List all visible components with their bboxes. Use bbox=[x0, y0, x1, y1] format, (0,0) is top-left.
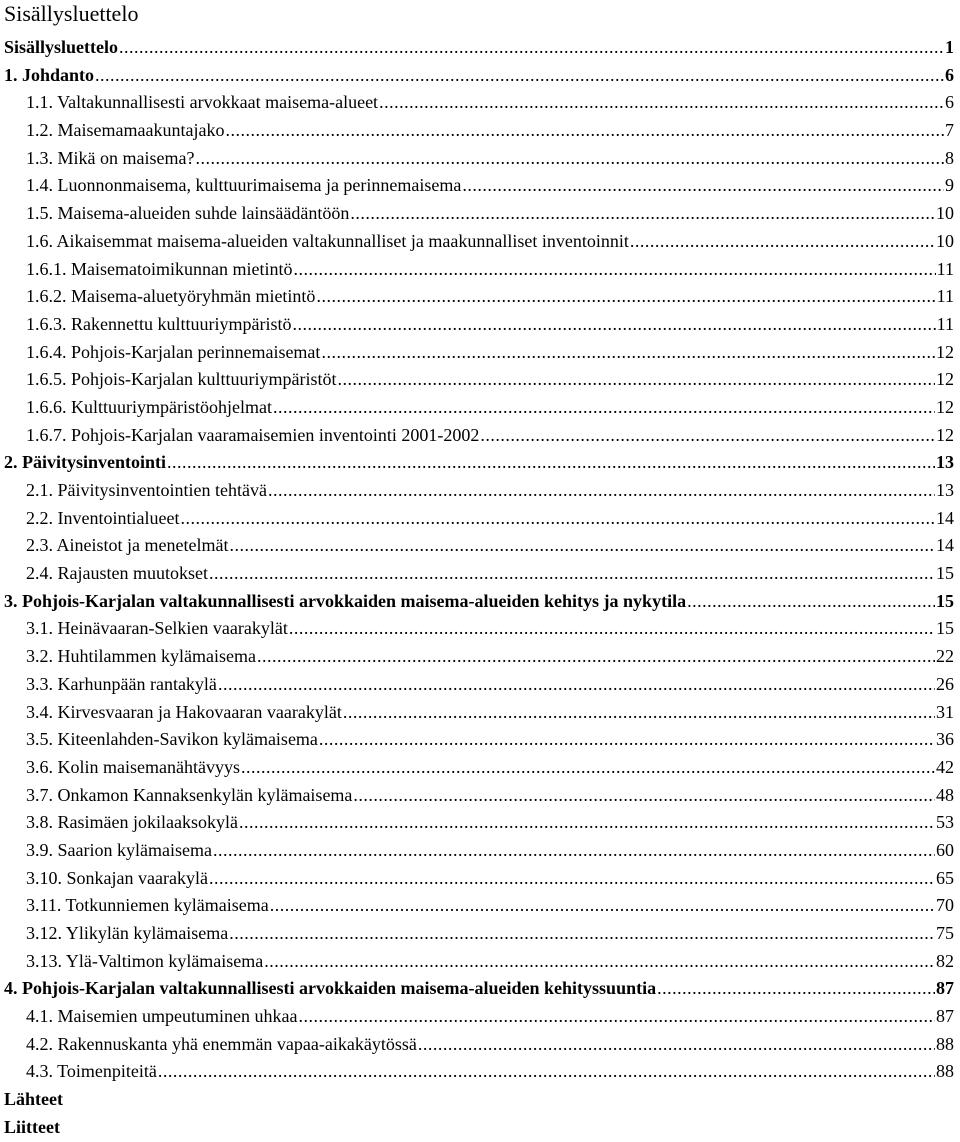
toc-entry-line bbox=[4, 588, 954, 616]
toc-entry-title: 3.2. Huhtilammen kylämaisema bbox=[26, 646, 256, 667]
toc-section-entry[interactable] bbox=[0, 283, 960, 311]
toc-entry-line bbox=[26, 948, 954, 976]
toc-entry-line bbox=[26, 366, 954, 394]
dot-leader bbox=[257, 643, 935, 671]
toc-page-number: 12 bbox=[936, 396, 954, 417]
toc-entry-line bbox=[4, 975, 954, 1003]
toc-entry-line bbox=[26, 200, 954, 228]
toc-page-number: 22 bbox=[936, 646, 954, 667]
toc-entry-title: 1.6.7. Pohjois-Karjalan vaaramaisemien inventointi 2001-2002 bbox=[26, 424, 480, 445]
toc-entry-line bbox=[26, 726, 954, 754]
dot-leader bbox=[218, 671, 935, 699]
toc-page-number: 82 bbox=[936, 950, 954, 971]
toc-entry-title: 1.6.1. Maisematoimikunnan mietintö bbox=[26, 258, 293, 279]
toc-entry-line bbox=[4, 62, 954, 90]
toc-section-entry[interactable] bbox=[0, 145, 960, 173]
toc-chapter-entry[interactable] bbox=[0, 588, 960, 616]
toc-page-number: 88 bbox=[936, 1061, 954, 1082]
toc-page-number: 87 bbox=[936, 978, 954, 999]
toc-entry-line bbox=[26, 865, 954, 893]
toc-page-number: 60 bbox=[936, 839, 954, 860]
toc-page-number: 65 bbox=[936, 867, 954, 888]
dot-leader bbox=[229, 920, 935, 948]
dot-leader bbox=[119, 34, 944, 62]
toc-entry-line bbox=[26, 256, 954, 284]
toc-page-number: 13 bbox=[936, 452, 954, 473]
toc-entry-title: 2.3. Aineistot ja menetelmät bbox=[26, 535, 229, 556]
toc-section-entry[interactable] bbox=[0, 948, 960, 976]
toc-section-entry[interactable] bbox=[0, 892, 960, 920]
toc-section-entry[interactable] bbox=[0, 809, 960, 837]
toc-entry-line bbox=[26, 782, 954, 810]
dot-leader bbox=[239, 809, 935, 837]
toc-chapter-entry[interactable] bbox=[0, 449, 960, 477]
toc-entry-title: 3.9. Saarion kylämaisema bbox=[26, 839, 212, 860]
toc-page-number: 8 bbox=[945, 147, 954, 168]
dot-leader bbox=[241, 754, 935, 782]
dot-leader bbox=[209, 560, 935, 588]
toc-entry-line bbox=[26, 809, 954, 837]
toc-page-number: 70 bbox=[936, 895, 954, 916]
toc-entry-title: 1.6.4. Pohjois-Karjalan perinnemaisemat bbox=[26, 341, 321, 362]
toc-section-entry[interactable] bbox=[0, 172, 960, 200]
toc-section-entry[interactable] bbox=[0, 1031, 960, 1059]
toc-entry-title: 3.7. Onkamon Kannaksenkylän kylämaisema bbox=[26, 784, 353, 805]
dot-leader bbox=[687, 588, 935, 616]
toc-entry-line bbox=[26, 422, 954, 450]
toc-appendix-title: Liitteet bbox=[4, 1116, 60, 1137]
dot-leader bbox=[379, 89, 944, 117]
toc-page-number: 11 bbox=[936, 313, 954, 334]
toc-entry-title: 3.6. Kolin maisemanähtävyys bbox=[26, 756, 240, 777]
toc-section-entry[interactable] bbox=[0, 726, 960, 754]
toc-page-number: 42 bbox=[936, 756, 954, 777]
toc-entry-title: 4.3. Toimenpiteitä bbox=[26, 1061, 157, 1082]
toc-entry-title: 3.10. Sonkajan vaarakylä bbox=[26, 867, 208, 888]
toc-section-entry[interactable] bbox=[0, 394, 960, 422]
toc-page-number: 26 bbox=[936, 673, 954, 694]
dot-leader bbox=[158, 1058, 935, 1086]
dot-leader bbox=[273, 394, 935, 422]
dot-leader bbox=[293, 256, 935, 284]
toc-entry-title: 2.4. Rajausten muutokset bbox=[26, 563, 208, 584]
toc-section-entry[interactable] bbox=[0, 560, 960, 588]
dot-leader bbox=[213, 837, 935, 865]
toc-entry-title: Sisällysluettelo bbox=[4, 37, 119, 57]
toc-entry-title: 4.2. Rakennuskanta yhä enemmän vapaa-aikakäytössä bbox=[26, 1033, 417, 1054]
toc-entry-title: 4. Pohjois-Karjalan valtakunnallisesti arvokkaiden maisema-alueiden kehityssuuntia bbox=[4, 978, 657, 999]
toc-page-number: 14 bbox=[936, 535, 954, 556]
toc-entry-line bbox=[26, 892, 954, 920]
toc-entry-line bbox=[26, 1058, 954, 1086]
toc-entry-title: 1.6.3. Rakennettu kulttuuriympäristö bbox=[26, 313, 292, 334]
toc-entry-line bbox=[26, 228, 954, 256]
toc-page-number: 12 bbox=[936, 341, 954, 362]
dot-leader bbox=[418, 1031, 935, 1059]
toc-section-entry[interactable] bbox=[0, 782, 960, 810]
toc-page-number: 9 bbox=[945, 175, 954, 196]
toc-section-entry[interactable] bbox=[0, 671, 960, 699]
toc-entry-title: 1. Johdanto bbox=[4, 64, 95, 85]
toc-section-entry[interactable] bbox=[0, 837, 960, 865]
toc-section-entry[interactable] bbox=[0, 228, 960, 256]
dot-leader bbox=[292, 311, 935, 339]
toc-section-entry[interactable] bbox=[0, 311, 960, 339]
toc-page-number: 87 bbox=[936, 1006, 954, 1027]
toc-chapter-entry[interactable] bbox=[0, 975, 960, 1003]
toc-entry-title: 1.6.2. Maisema-aluetyöryhmän mietintö bbox=[26, 286, 316, 307]
toc-section-entry[interactable] bbox=[0, 200, 960, 228]
toc-entry-line bbox=[26, 394, 954, 422]
dot-leader bbox=[343, 699, 935, 727]
dot-leader bbox=[209, 865, 935, 893]
toc-entry-line bbox=[26, 754, 954, 782]
toc-entry-title: 3.3. Karhunpään rantakylä bbox=[26, 673, 217, 694]
dot-leader bbox=[630, 228, 935, 256]
toc-page-number: 10 bbox=[936, 203, 954, 224]
toc-entry-line bbox=[4, 449, 954, 477]
toc-entry-title: 1.3. Mikä on maisema? bbox=[26, 147, 195, 168]
toc-entry-title: 2.2. Inventointialueet bbox=[26, 507, 180, 528]
toc-entry-line bbox=[26, 339, 954, 367]
toc-page-number: 10 bbox=[936, 230, 954, 251]
toc-entry-line bbox=[26, 477, 954, 505]
toc-chapter-entry[interactable] bbox=[0, 62, 960, 90]
toc-page-number: 13 bbox=[936, 480, 954, 500]
toc-entry-title: 1.2. Maisemamaakuntajako bbox=[26, 120, 225, 141]
toc-entry-title: 1.4. Luonnonmaisema, kulttuurimaisema ja perinnemaisema bbox=[26, 175, 462, 196]
dot-leader bbox=[316, 283, 935, 311]
toc-entry-title: 2. Päivitysinventointi bbox=[4, 452, 167, 473]
dot-leader bbox=[480, 422, 935, 450]
dot-leader bbox=[298, 1003, 935, 1031]
toc-page-number: 7 bbox=[945, 120, 954, 141]
dot-leader bbox=[657, 975, 935, 1003]
toc-section-entry[interactable] bbox=[0, 1003, 960, 1031]
toc-section-entry[interactable] bbox=[0, 1058, 960, 1086]
toc-entry-line bbox=[26, 117, 954, 145]
dot-leader bbox=[270, 892, 935, 920]
toc-section-entry[interactable] bbox=[0, 366, 960, 394]
toc-entry-line bbox=[26, 311, 954, 339]
toc-chapter-entry[interactable] bbox=[0, 34, 960, 62]
page-title: Sisällysluettelo bbox=[4, 1, 139, 26]
toc-entry-line bbox=[26, 1003, 954, 1031]
toc-section-entry[interactable] bbox=[0, 920, 960, 948]
toc-entry-title: 1.6.6. Kulttuuriympäristöohjelmat bbox=[26, 396, 272, 417]
dot-leader bbox=[180, 505, 935, 533]
toc-entry-line bbox=[26, 532, 954, 560]
toc-entry-line bbox=[26, 1031, 954, 1059]
toc-section-entry[interactable] bbox=[0, 699, 960, 727]
toc-entry-line bbox=[26, 560, 954, 588]
toc-section-entry[interactable] bbox=[0, 256, 960, 284]
toc-section-entry[interactable] bbox=[0, 505, 960, 533]
toc-entry-title: 1.5. Maisema-alueiden suhde lainsäädäntöön bbox=[26, 203, 350, 224]
toc-entry-title: 3.11. Totkunniemen kylämaisema bbox=[26, 895, 269, 916]
toc-page-number: 1 bbox=[945, 37, 954, 57]
toc-entry-line bbox=[26, 699, 954, 727]
toc-entry-line bbox=[26, 643, 954, 671]
toc-page-number: 53 bbox=[936, 812, 954, 833]
toc-page-number: 11 bbox=[936, 286, 954, 307]
dot-leader bbox=[321, 339, 935, 367]
dot-leader bbox=[350, 200, 935, 228]
toc-page-number: 15 bbox=[936, 618, 954, 639]
toc-entry-line bbox=[26, 615, 954, 643]
toc-entry-line bbox=[26, 89, 954, 117]
toc-entry-line bbox=[26, 671, 954, 699]
toc-entry-title: 3.4. Kirvesvaaran ja Hakovaaran vaarakylät bbox=[26, 701, 342, 722]
dot-leader bbox=[195, 145, 944, 173]
dot-leader bbox=[95, 62, 944, 90]
toc-entry-line bbox=[26, 837, 954, 865]
toc-entry-title: 3.1. Heinävaaran-Selkien vaarakylät bbox=[26, 618, 288, 639]
toc-entry-line bbox=[4, 34, 954, 62]
dot-leader bbox=[289, 615, 935, 643]
toc-appendix-entry[interactable] bbox=[0, 1086, 960, 1114]
toc-page-number: 12 bbox=[936, 424, 954, 445]
toc-entry-title: 1.6.5. Pohjois-Karjalan kulttuuriympäristöt bbox=[26, 369, 337, 390]
toc-entry-title: 3.8. Rasimäen jokilaaksokylä bbox=[26, 812, 238, 833]
dot-leader bbox=[225, 117, 944, 145]
toc-entry-line bbox=[26, 145, 954, 173]
toc-page-number: 12 bbox=[936, 369, 954, 390]
dot-leader bbox=[319, 726, 935, 754]
toc-section-entry[interactable] bbox=[0, 643, 960, 671]
toc-page-number: 6 bbox=[945, 92, 954, 113]
toc-entry-title: 3.13. Ylä-Valtimon kylämaisema bbox=[26, 950, 264, 971]
toc-section-entry[interactable] bbox=[0, 117, 960, 145]
dot-leader bbox=[462, 172, 944, 200]
toc-entry-title: 3.5. Kiteenlahden-Savikon kylämaisema bbox=[26, 729, 318, 750]
toc-section-entry[interactable] bbox=[0, 339, 960, 367]
toc-section-entry[interactable] bbox=[0, 422, 960, 450]
toc-page-number: 75 bbox=[936, 923, 954, 943]
dot-leader bbox=[167, 449, 935, 477]
dot-leader bbox=[353, 782, 935, 810]
dot-leader bbox=[264, 948, 935, 976]
dot-leader bbox=[229, 532, 935, 560]
toc-page-number: 88 bbox=[936, 1033, 954, 1054]
toc-entry-title: 3.12. Ylikylän kylämaisema bbox=[26, 923, 229, 943]
toc-section-entry[interactable] bbox=[0, 89, 960, 117]
toc-entry-title: 3. Pohjois-Karjalan valtakunnallisesti arvokkaiden maisema-alueiden kehitys ja nykytila bbox=[4, 590, 687, 611]
toc-entry-line bbox=[26, 920, 954, 948]
toc-entry-title: 1.6. Aikaisemmat maisema-alueiden valtakunnalliset ja maakunnalliset inventoinnit bbox=[26, 230, 629, 251]
toc-section-entry[interactable] bbox=[0, 532, 960, 560]
toc-page-number: 31 bbox=[936, 701, 954, 722]
toc-page-number: 36 bbox=[936, 729, 954, 750]
toc-page-number: 6 bbox=[945, 64, 954, 85]
toc-section-entry[interactable] bbox=[0, 477, 960, 505]
toc-section-entry[interactable] bbox=[0, 865, 960, 893]
toc-entry-title: 4.1. Maisemien umpeutuminen uhkaa bbox=[26, 1006, 298, 1027]
toc-section-entry[interactable] bbox=[0, 615, 960, 643]
toc-entry-line bbox=[26, 505, 954, 533]
toc-appendix-title: Lähteet bbox=[4, 1089, 63, 1110]
toc-page-number: 15 bbox=[936, 590, 954, 611]
toc-page-number: 14 bbox=[936, 507, 954, 528]
table-of-contents bbox=[0, 34, 960, 1142]
toc-page-number: 48 bbox=[936, 784, 954, 805]
toc-entry-title: 1.1. Valtakunnallisesti arvokkaat maisema-alueet bbox=[26, 92, 379, 113]
dot-leader bbox=[268, 477, 935, 505]
toc-section-entry[interactable] bbox=[0, 754, 960, 782]
dot-leader bbox=[337, 366, 935, 394]
toc-entry-line bbox=[26, 172, 954, 200]
toc-entry-line bbox=[26, 283, 954, 311]
toc-page-number: 11 bbox=[936, 258, 954, 279]
toc-page-number: 15 bbox=[936, 563, 954, 584]
toc-entry-title: 2.1. Päivitysinventointien tehtävä bbox=[26, 480, 267, 500]
